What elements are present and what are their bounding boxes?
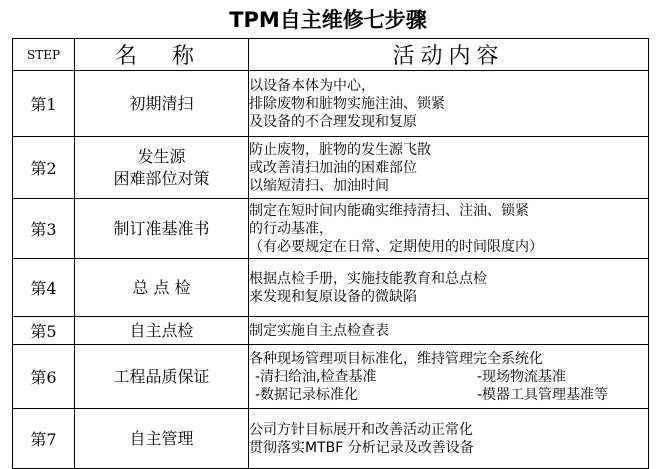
content-line: （有必要规定在日常、定期使用的时间限度内） (249, 238, 543, 255)
content-line: 来发现和复原设备的微缺陷 (249, 288, 417, 305)
step-number: 第2 (13, 137, 75, 199)
content-line: 以缩短清扫、加油时间 (249, 177, 389, 194)
content-line: 及设备的不合理发现和复原 (249, 113, 417, 130)
content-line: 排除废物和脏物实施注油、锁紧 (249, 95, 445, 112)
content-line: 根据点检手册，实施技能教育和总点检 (249, 270, 487, 287)
step-number: 第4 (13, 259, 75, 317)
table-row-step-2 (13, 137, 649, 199)
step-name (75, 409, 249, 469)
content-line: 公司方针目标展开和改善活动正常化 (249, 421, 473, 438)
header-name: 名 称 (75, 39, 249, 71)
content-pair-item: -数据记录标准化 (255, 386, 359, 403)
table-row-step-3 (13, 199, 649, 259)
content-line: 贯彻落实MTBF 分析记录及改善设备 (249, 439, 474, 456)
content-pair-item: -清扫给油,检查基准 (255, 368, 377, 385)
content-line: 制定在短时间内能确实维持清扫、注油、锁紧 (249, 202, 529, 219)
content-line: 各种现场管理项目标准化，维持管理完全系统化 (249, 350, 543, 367)
content-pair-row (249, 368, 648, 386)
content-pair-row (249, 386, 648, 404)
content-line: 制定实施自主点检查表 (249, 322, 389, 339)
step-number: 第7 (13, 409, 75, 469)
step-number: 第1 (13, 71, 75, 137)
step-name (75, 259, 249, 317)
step-name-line: 自主管理 (129, 428, 194, 448)
page-title: TPM自主维修七步骤 (229, 8, 427, 32)
header-content: 活动内容 (249, 39, 649, 71)
table-row-step-4 (13, 259, 649, 317)
step-name-line: 困难部位对策 (113, 168, 210, 188)
step-name-line: 总 点 检 (132, 277, 191, 297)
step-content (249, 259, 649, 317)
step-content (249, 71, 649, 137)
table-header-row (13, 39, 649, 71)
step-content (249, 317, 649, 345)
step-name (75, 317, 249, 345)
content-line: 以设备本体为中心， (249, 77, 375, 94)
step-name-line: 制订准基准书 (113, 218, 210, 238)
tpm-steps-table (12, 38, 649, 469)
step-content (249, 409, 649, 469)
step-name (75, 137, 249, 199)
content-line: 或改善清扫加油的困难部位 (249, 159, 417, 176)
step-name (75, 199, 249, 259)
step-name (75, 345, 249, 409)
step-number: 第3 (13, 199, 75, 259)
table-row-step-7 (13, 409, 649, 469)
step-name-line: 初期清扫 (129, 93, 194, 113)
step-name (75, 71, 249, 137)
step-content (249, 137, 649, 199)
content-pair-item: -模器工具管理基准等 (477, 386, 609, 403)
step-number: 第5 (13, 317, 75, 345)
content-line: 的行动基准， (249, 220, 333, 237)
header-step: STEP (13, 39, 75, 71)
step-name-line: 发生源 (137, 146, 186, 166)
step-name-line: 自主点检 (129, 320, 194, 340)
content-line: 防止废物，脏物的发生源飞散 (249, 141, 431, 158)
table-row-step-5 (13, 317, 649, 345)
step-name-line: 工程品质保证 (113, 366, 210, 386)
step-content (249, 345, 649, 409)
content-pair-item: -现场物流基准 (477, 368, 567, 385)
table-row-step-6 (13, 345, 649, 409)
step-content (249, 199, 649, 259)
step-number: 第6 (13, 345, 75, 409)
table-row-step-1 (13, 71, 649, 137)
